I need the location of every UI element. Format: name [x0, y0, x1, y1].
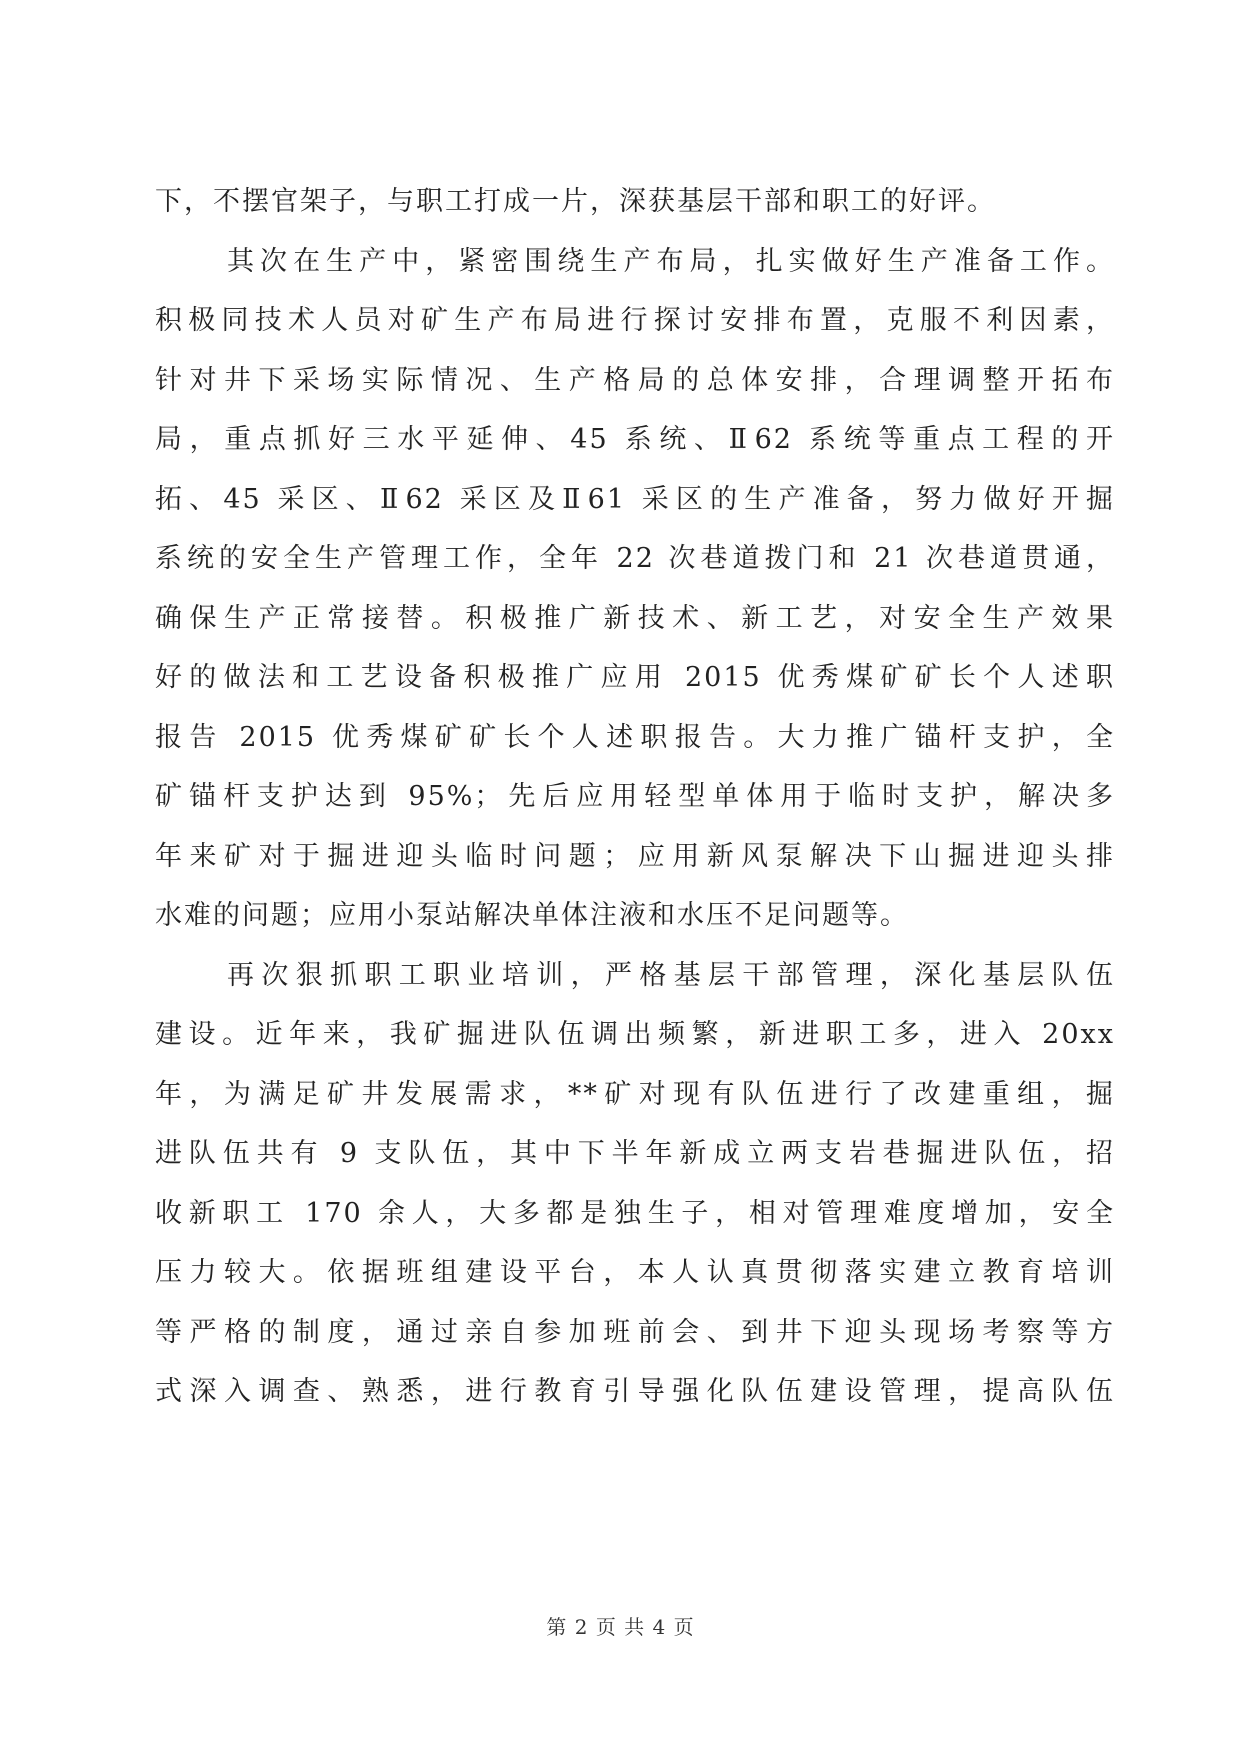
paragraph-3: [155, 946, 1115, 1422]
text-line: 收新职工 170 余人，大多都是独生子，相对管理难度增加，安全: [155, 1197, 1115, 1229]
text-line: 报告 2015 优秀煤矿矿长个人述职报告。大力推广锚杆支护，全: [155, 721, 1115, 753]
text-line: 式深入调查、熟悉，进行教育引导强化队伍建设管理，提高队伍: [155, 1376, 1115, 1407]
text-line: 拓、45 采区、Ⅱ62 采区及Ⅱ61 采区的生产准备，努力做好开掘: [155, 483, 1115, 515]
text-line: 进队伍共有 9 支队伍，其中下半年新成立两支岩巷掘进队伍，招: [155, 1138, 1115, 1169]
text-line: 系统的安全生产管理工作，全年 22 次巷道拨门和 21 次巷道贯通，: [155, 543, 1115, 574]
text-line: 好的做法和工艺设备积极推广应用 2015 优秀煤矿矿长个人述职: [155, 662, 1115, 693]
text-line: 积极同技术人员对矿生产布局进行探讨安排布置，克服不利因素，: [155, 305, 1115, 336]
text-line: 局，重点抓好三水平延伸、45 系统、Ⅱ62 系统等重点工程的开: [155, 424, 1115, 455]
paragraph-1: [155, 172, 1115, 232]
text-line: 建设。近年来，我矿掘进队伍调出频繁，新进职工多，进入 20xx: [155, 1019, 1115, 1050]
text-line: 年，为满足矿井发展需求，**矿对现有队伍进行了改建重组，掘: [155, 1078, 1115, 1110]
text-line: 其次在生产中，紧密围绕生产布局，扎实做好生产准备工作。: [227, 245, 1115, 277]
text-line: 下，不摆官架子，与职工打成一片，深获基层干部和职工的好评。: [155, 186, 996, 217]
paragraph-2: [155, 232, 1115, 946]
text-line: 水难的问题；应用小泵站解决单体注液和水压不足问题等。: [155, 900, 909, 931]
text-line: 压力较大。依据班组建设平台，本人认真贯彻落实建立教育培训: [155, 1257, 1115, 1288]
page-number-footer: 第 2 页 共 4 页: [546, 1615, 695, 1639]
body-text: [155, 172, 1115, 1422]
text-line: 针对井下采场实际情况、生产格局的总体安排，合理调整开拓布: [155, 364, 1115, 396]
text-line: 确保生产正常接替。积极推广新技术、新工艺，对安全生产效果: [155, 602, 1115, 634]
text-line: 再次狠抓职工职业培训，严格基层干部管理，深化基层队伍: [227, 959, 1115, 991]
text-line: 等严格的制度，通过亲自参加班前会、到井下迎头现场考察等方: [155, 1316, 1115, 1348]
text-line: 矿锚杆支护达到 95%；先后应用轻型单体用于临时支护，解决多: [155, 781, 1115, 812]
text-line: 年来矿对于掘进迎头临时问题；应用新风泵解决下山掘进迎头排: [155, 840, 1115, 872]
